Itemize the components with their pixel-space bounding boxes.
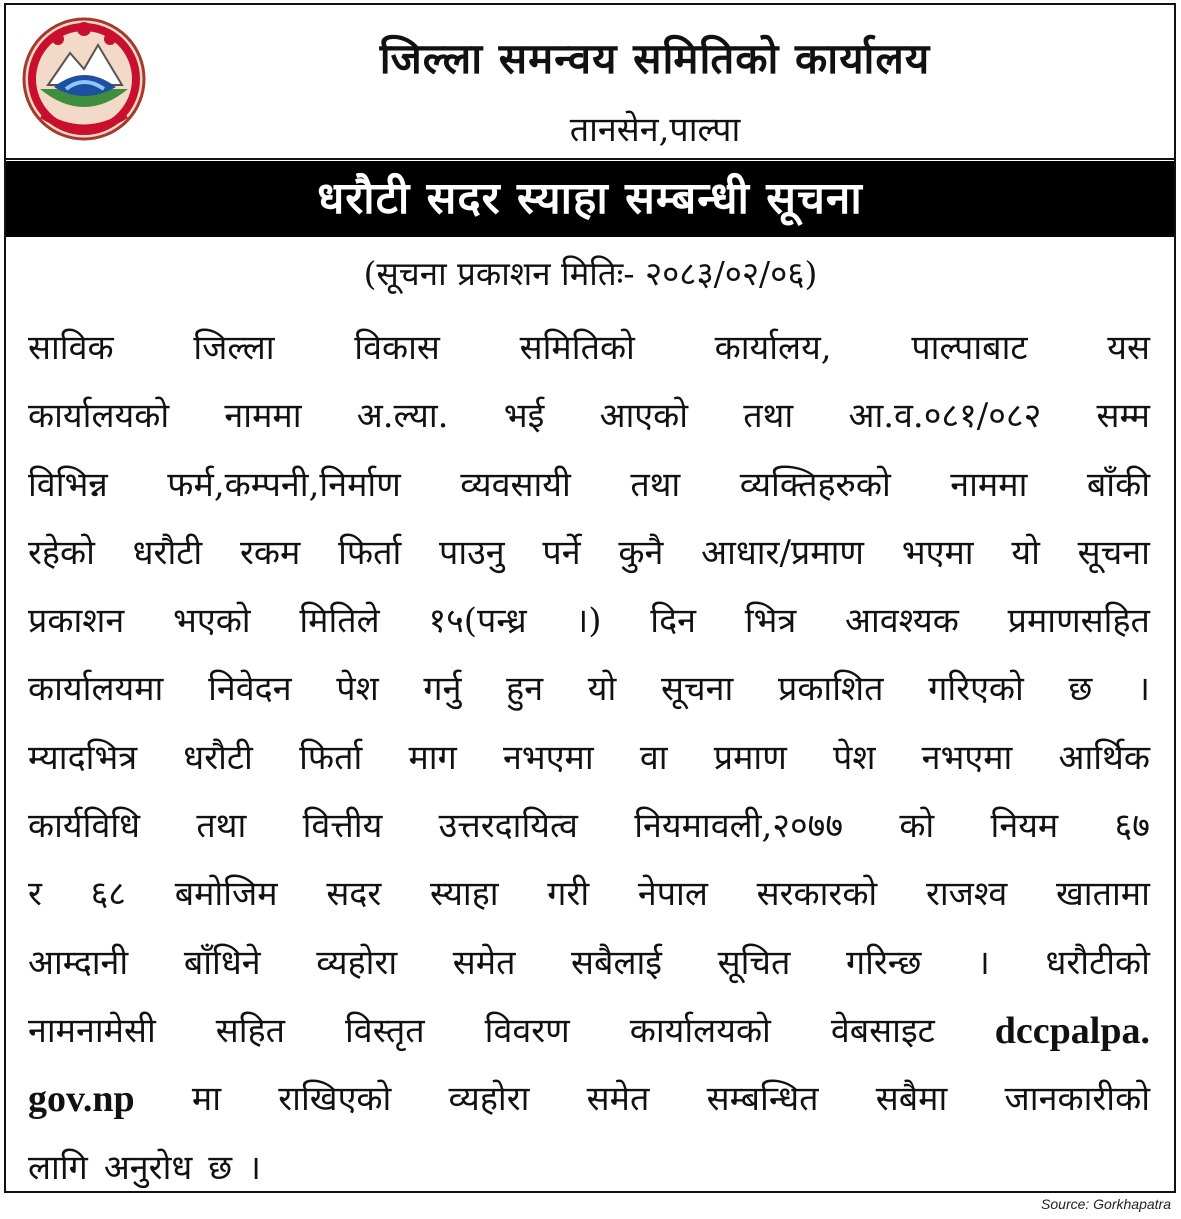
body-word: वेबसाइट <box>830 1010 935 1051</box>
body-word: आम्दानी <box>28 942 129 983</box>
body-word: । <box>248 1147 262 1188</box>
body-word: प्रकाशन <box>28 601 125 642</box>
body-word: यस <box>1107 328 1150 368</box>
body-word: नभएमा <box>502 737 594 778</box>
body-word: को <box>899 806 935 847</box>
body-word: ।) <box>575 601 602 642</box>
body-line <box>28 1065 1150 1133</box>
body-word: प्रकाशित <box>777 669 884 710</box>
body-word: पाउनु <box>439 532 505 573</box>
body-word: कार्यालय, <box>714 328 832 368</box>
body-word: गरी <box>547 874 590 915</box>
body-word: विस्तृत <box>344 1010 425 1051</box>
body-word: गरिन्छ <box>845 942 922 983</box>
body-word: सरकारको <box>756 874 878 915</box>
body-line <box>28 792 1150 860</box>
body-word: विकास <box>354 328 440 368</box>
body-word: अनुरोध <box>103 1147 193 1188</box>
body-line <box>28 314 1150 382</box>
body-word: अ.ल्या. <box>356 396 449 437</box>
body-word: भित्र <box>744 601 797 642</box>
body-word: फिर्ता <box>299 737 363 778</box>
body-word: उत्तरदायित्व <box>438 806 578 847</box>
body-word: मितिले <box>299 601 380 642</box>
body-word: ६८ <box>90 874 126 915</box>
body-word: सूचना <box>1077 532 1150 573</box>
body-line <box>28 1134 1150 1202</box>
body-word: छ <box>1068 669 1093 710</box>
body-word: सहित <box>215 1010 286 1051</box>
notice-banner <box>6 161 1174 237</box>
body-word: कार्यविधि <box>28 806 141 847</box>
body-word: विभिन्न <box>28 464 108 505</box>
body-word: नामनामेसी <box>28 1010 156 1051</box>
body-word: व्यहोरा <box>316 942 398 983</box>
body-line <box>28 929 1150 997</box>
body-line <box>28 587 1150 655</box>
body-word: गरिएको <box>928 669 1024 710</box>
body-word: यो <box>1011 532 1040 573</box>
body-word: बाँधिने <box>183 942 261 983</box>
body-word: तथा <box>196 806 247 847</box>
body-word: सबैमा <box>875 1079 948 1120</box>
body-word: फिर्ता <box>338 532 402 573</box>
body-word: सदर <box>326 874 382 915</box>
body-word: वा <box>639 737 668 778</box>
body-line <box>28 724 1150 792</box>
body-word: धरौटी <box>183 737 253 778</box>
body-word: नियम <box>990 806 1059 847</box>
body-word: समेत <box>452 942 516 983</box>
body-word: कुनै <box>618 532 664 573</box>
body-word: आ.व.०८१/०८२ <box>848 396 1042 437</box>
body-line <box>28 655 1150 723</box>
body-word: खातामा <box>1055 874 1150 915</box>
body-word: कार्यालयको <box>28 396 170 437</box>
office-location: तानसेन,पाल्पा <box>569 110 741 150</box>
body-word: विवरण <box>484 1010 570 1051</box>
body-word: जानकारीको <box>1004 1079 1150 1120</box>
body-word: दिन <box>650 601 697 642</box>
body-line <box>28 519 1150 587</box>
body-word: रहेको <box>28 532 95 573</box>
body-word: व्यवसायी <box>460 464 571 505</box>
body-word: राजश्व <box>925 874 1008 915</box>
body-word: मा <box>191 1079 222 1120</box>
body-word: राखिएको <box>278 1079 392 1120</box>
body-word: नभएमा <box>921 737 1013 778</box>
body-word: नाममा <box>224 396 302 437</box>
website-link-text: dccpalpa. <box>994 1009 1150 1052</box>
notice-body <box>28 314 1150 1202</box>
body-word: सूचना <box>661 669 734 710</box>
body-word: ६७ <box>1114 806 1150 847</box>
body-word: म्यादभित्र <box>28 737 138 778</box>
body-word: निवेदन <box>208 669 292 710</box>
body-word: स्याहा <box>429 874 499 915</box>
body-word: र <box>28 874 42 915</box>
header-divider <box>4 158 1176 160</box>
body-word: धरौटीको <box>1045 942 1150 983</box>
body-word: बमोजिम <box>174 874 278 915</box>
body-word: पेश <box>336 669 379 710</box>
body-word: भई <box>503 396 545 437</box>
body-word: नियमावली,२०७७ <box>634 806 844 847</box>
body-word: पर्ने <box>542 532 581 573</box>
body-word: जिल्ला <box>193 328 275 368</box>
body-word: आधार/प्रमाण <box>701 532 864 573</box>
body-word: यो <box>587 669 617 710</box>
body-word: पेश <box>833 737 876 778</box>
body-word: १५(पन्ध्र <box>428 601 527 642</box>
body-word: प्रमाण <box>713 737 787 778</box>
body-line <box>28 451 1150 519</box>
nepal-government-emblem-icon <box>18 15 150 143</box>
body-word: तथा <box>743 396 794 437</box>
body-word: सम्बन्धित <box>706 1079 819 1120</box>
office-title: जिल्ला समन्वय समितिको कार्यालय <box>379 34 931 83</box>
body-word: । <box>1137 669 1150 710</box>
body-word: धरौटी <box>132 532 203 573</box>
body-word: बाँकी <box>1086 464 1150 505</box>
body-word: गर्नु <box>423 669 462 710</box>
body-word: वित्तीय <box>302 806 383 847</box>
body-word: आर्थिक <box>1058 737 1150 778</box>
body-line <box>28 860 1150 928</box>
body-word: समेत <box>586 1079 650 1120</box>
body-word: सबैलाई <box>571 942 662 983</box>
body-word: हुन <box>506 669 544 710</box>
body-word: सम्म <box>1096 396 1150 437</box>
body-line <box>28 997 1150 1065</box>
body-word: व्यक्तिहरुको <box>739 464 891 505</box>
body-word: साविक <box>28 328 114 368</box>
body-word: माग <box>408 737 457 778</box>
source-credit: Source: Gorkhapatra <box>1041 1196 1171 1212</box>
body-word: तथा <box>630 464 681 505</box>
body-word: छ <box>208 1147 233 1188</box>
body-word: नाममा <box>950 464 1028 505</box>
body-word: । <box>976 942 990 983</box>
body-word: पाल्पाबाट <box>911 328 1028 368</box>
body-word: रकम <box>239 532 301 573</box>
notice-title: धरौटी सदर स्याहा सम्बन्धी सूचना <box>317 173 863 224</box>
body-word: आएको <box>599 396 689 437</box>
body-word: सूचित <box>717 942 791 983</box>
publication-date: (सूचना प्रकाशन मितिः- २०८३/०२/०६) <box>363 254 818 293</box>
body-word: नेपाल <box>637 874 708 915</box>
website-link-text: gov.np <box>28 1078 135 1121</box>
body-word: आवश्यक <box>844 601 959 642</box>
body-word: फर्म,कम्पनी,निर्माण <box>167 464 401 505</box>
body-line <box>28 382 1150 450</box>
body-word: प्रमाणसहित <box>1007 601 1150 642</box>
body-word: व्यहोरा <box>448 1079 530 1120</box>
body-word: भएको <box>172 601 251 642</box>
body-word: लागि <box>28 1147 88 1188</box>
body-word: कार्यालयमा <box>28 669 164 710</box>
body-word: भएमा <box>901 532 974 573</box>
body-word: समितिको <box>519 328 635 368</box>
body-word: कार्यालयको <box>629 1010 771 1051</box>
